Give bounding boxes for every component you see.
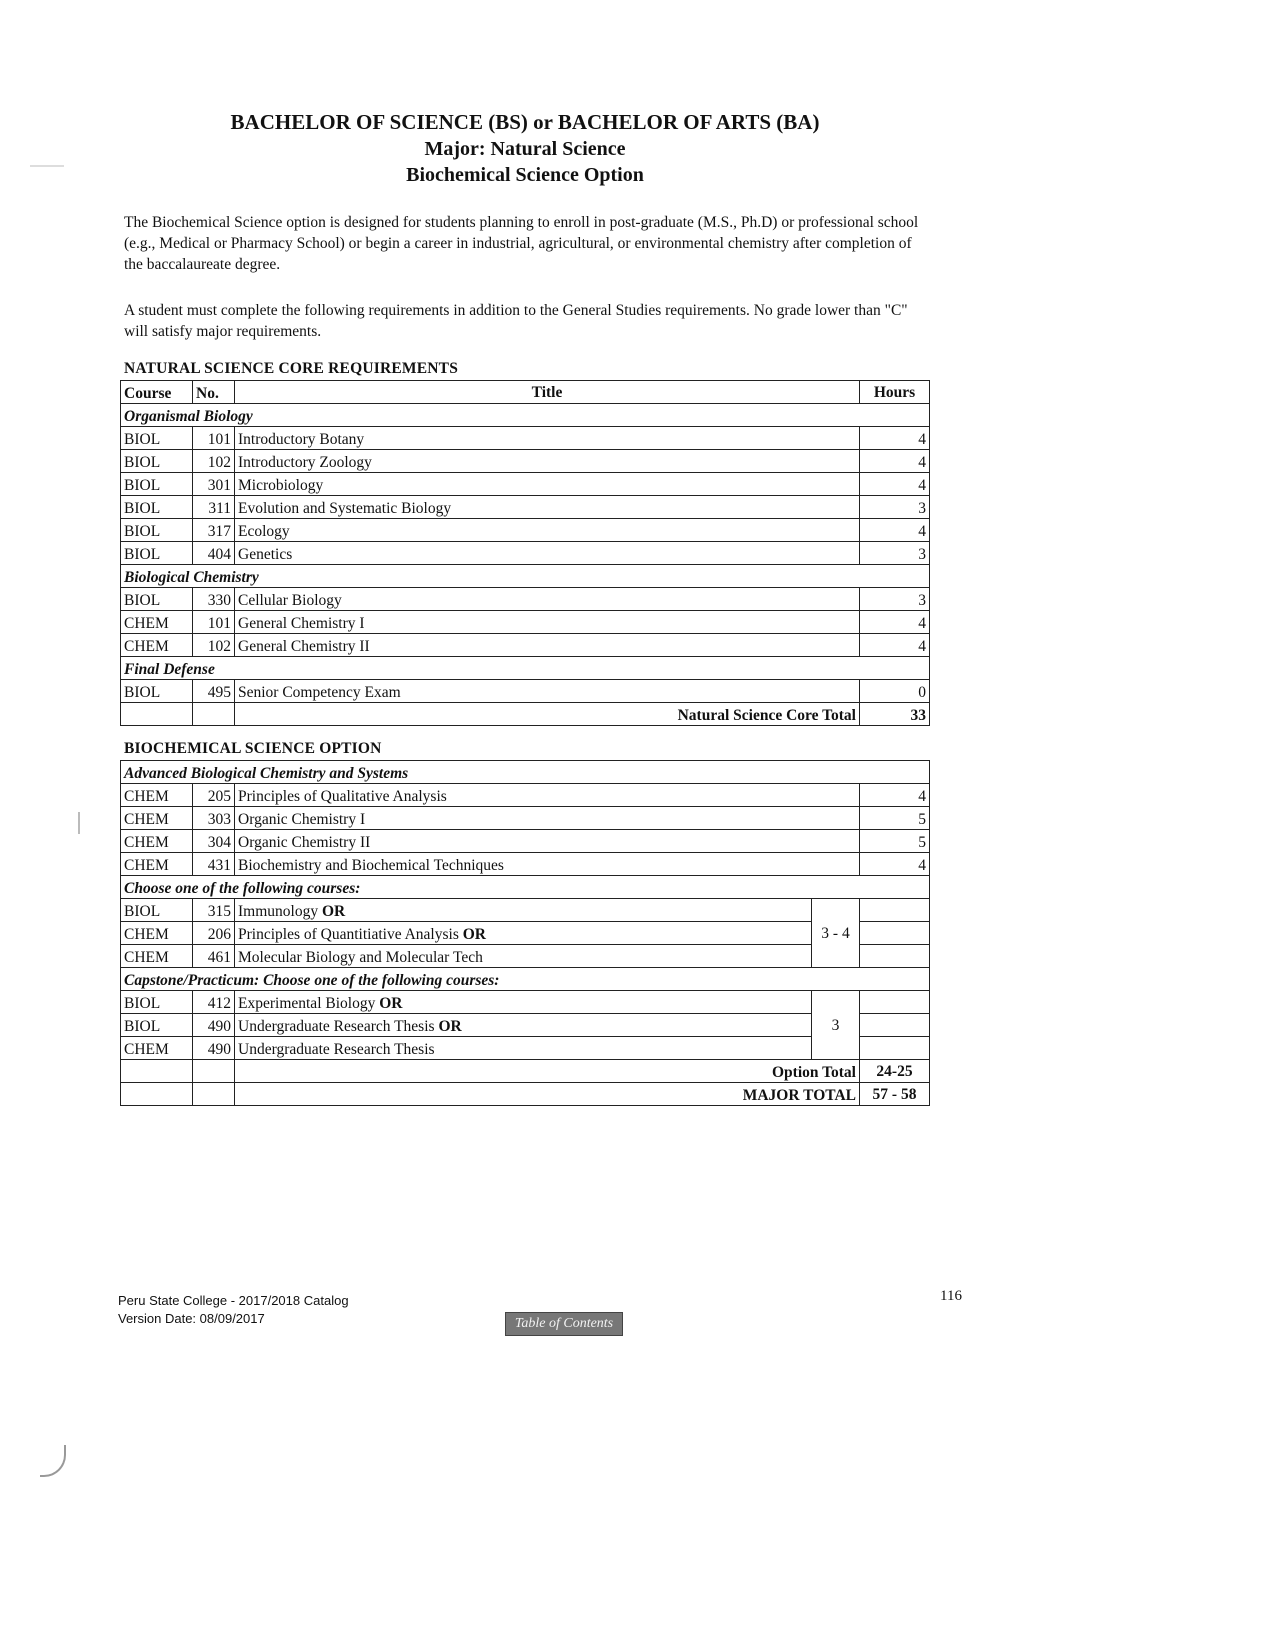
course-title: Molecular Biology and Molecular Tech [235, 945, 812, 968]
course-title: Senior Competency Exam [235, 680, 860, 703]
course-number: 206 [193, 922, 235, 945]
course-hours: 3 [860, 542, 930, 565]
scan-mark [78, 812, 80, 834]
course-title [235, 899, 812, 922]
table-row [121, 784, 930, 807]
table-row [121, 588, 930, 611]
group-label: Biological Chemistry [121, 565, 930, 588]
course-number: 404 [193, 542, 235, 565]
requirements-paragraph: A student must complete the following requirements in addition to the General Studies requirements. No grade lower than "C" will satisfy major requirements. [124, 302, 908, 340]
course-code: BIOL [121, 588, 193, 611]
table-row [121, 473, 930, 496]
table-row [121, 427, 930, 450]
empty-cell [193, 1060, 235, 1083]
major-total-label: MAJOR TOTAL [235, 1083, 860, 1106]
table-of-contents-button[interactable]: Table of Contents [505, 1312, 623, 1336]
course-number: 431 [193, 853, 235, 876]
table-row [121, 991, 930, 1014]
version-date: Version Date: 08/09/2017 [118, 1311, 265, 1326]
course-title: Organic Chemistry II [235, 830, 860, 853]
course-code: BIOL [121, 991, 193, 1014]
group-label: Capstone/Practicum: Choose one of the following courses: [121, 968, 930, 991]
col-hours: Hours [860, 381, 930, 404]
course-number: 304 [193, 830, 235, 853]
option-requirements-table [120, 760, 930, 1106]
course-code: BIOL [121, 496, 193, 519]
scan-mark [30, 165, 64, 167]
course-title-text: Principles of Quantitiative Analysis [238, 926, 459, 943]
course-code: BIOL [121, 519, 193, 542]
course-code: BIOL [121, 473, 193, 496]
course-title-text: Undergraduate Research Thesis [238, 1018, 435, 1035]
course-number: 102 [193, 634, 235, 657]
course-code: CHEM [121, 922, 193, 945]
course-title: Cellular Biology [235, 588, 860, 611]
core-total-value: 33 [860, 703, 930, 726]
scan-mark [40, 1445, 66, 1477]
course-number: 412 [193, 991, 235, 1014]
core-requirements-table [120, 380, 930, 726]
course-code: CHEM [121, 784, 193, 807]
page-number: 116 [940, 1288, 962, 1304]
group-row [121, 404, 930, 427]
table-row [121, 830, 930, 853]
table-row [121, 542, 930, 565]
table-row [121, 899, 930, 922]
course-code: CHEM [121, 830, 193, 853]
course-number: 303 [193, 807, 235, 830]
course-number: 102 [193, 450, 235, 473]
or-keyword: OR [462, 926, 486, 943]
major-total-row [121, 1083, 930, 1106]
table-row [121, 922, 930, 945]
course-number: 101 [193, 427, 235, 450]
course-number: 205 [193, 784, 235, 807]
title-block [120, 108, 930, 188]
course-title: Microbiology [235, 473, 860, 496]
course-number: 461 [193, 945, 235, 968]
option-total-label: Option Total [235, 1060, 860, 1083]
course-hours: 4 [860, 634, 930, 657]
course-number: 101 [193, 611, 235, 634]
intro-paragraph: The Biochemical Science option is designed for students planning to enroll in post-graduate (M.S., Ph.D) or professional school (e.g., Medical or Pharmacy School) or begin a career in industrial, agricultural, or environmental chemistry after completion of the baccalaureate degree. [124, 214, 919, 273]
course-hours: 3 [860, 496, 930, 519]
course-code: CHEM [121, 1037, 193, 1060]
course-title [235, 991, 812, 1014]
course-title-text: Immunology [238, 903, 319, 920]
course-code: CHEM [121, 853, 193, 876]
course-title: General Chemistry I [235, 611, 860, 634]
course-title: Introductory Zoology [235, 450, 860, 473]
group-row [121, 761, 930, 784]
course-title-text: Experimental Biology [238, 995, 376, 1012]
course-number: 495 [193, 680, 235, 703]
course-hours: 4 [860, 450, 930, 473]
group-row [121, 876, 930, 899]
course-number: 301 [193, 473, 235, 496]
group-row [121, 968, 930, 991]
credit-range: 3 [812, 991, 860, 1060]
major-title: Major: Natural Science [424, 138, 626, 160]
course-title: Principles of Qualitative Analysis [235, 784, 860, 807]
course-number: 490 [193, 1037, 235, 1060]
course-number: 311 [193, 496, 235, 519]
empty-cell [860, 1014, 930, 1037]
empty-cell [860, 1037, 930, 1060]
course-number: 490 [193, 1014, 235, 1037]
or-keyword: OR [321, 903, 346, 920]
course-title: Introductory Botany [235, 427, 860, 450]
table-row [121, 945, 930, 968]
empty-cell [121, 1060, 193, 1083]
option-title: Biochemical Science Option [406, 164, 644, 186]
course-title: General Chemistry II [235, 634, 860, 657]
course-code: BIOL [121, 427, 193, 450]
course-title: Evolution and Systematic Biology [235, 496, 860, 519]
course-hours: 4 [860, 519, 930, 542]
col-course: Course [121, 381, 193, 404]
course-code: BIOL [121, 450, 193, 473]
option-total-value: 24-25 [860, 1060, 930, 1083]
group-label: Final Defense [121, 657, 930, 680]
table-row [121, 680, 930, 703]
table-row [121, 634, 930, 657]
course-title: Undergraduate Research Thesis [235, 1037, 812, 1060]
table-header-row [121, 381, 930, 404]
group-label: Advanced Biological Chemistry and Systems [121, 761, 930, 784]
or-keyword: OR [379, 995, 403, 1012]
option-total-row [121, 1060, 930, 1083]
course-code: CHEM [121, 634, 193, 657]
course-title: Genetics [235, 542, 860, 565]
group-row [121, 565, 930, 588]
empty-cell [860, 922, 930, 945]
empty-cell [860, 945, 930, 968]
table-row [121, 450, 930, 473]
course-title: Ecology [235, 519, 860, 542]
course-hours: 3 [860, 588, 930, 611]
course-hours: 5 [860, 807, 930, 830]
course-title: Biochemistry and Biochemical Techniques [235, 853, 860, 876]
course-hours: 4 [860, 611, 930, 634]
course-title [235, 1014, 812, 1037]
course-code: CHEM [121, 807, 193, 830]
table-row [121, 611, 930, 634]
empty-cell [121, 1083, 193, 1106]
group-label: Choose one of the following courses: [121, 876, 930, 899]
course-code: BIOL [121, 680, 193, 703]
empty-cell [121, 703, 193, 726]
empty-cell [860, 899, 930, 922]
catalog-name: Peru State College - 2017/2018 Catalog [118, 1293, 349, 1308]
table-row [121, 496, 930, 519]
core-total-label: Natural Science Core Total [235, 703, 860, 726]
footer [118, 1292, 349, 1328]
credit-range: 3 - 4 [812, 899, 860, 968]
group-label: Organismal Biology [121, 404, 930, 427]
course-hours: 4 [860, 784, 930, 807]
course-title [235, 922, 812, 945]
table-row [121, 807, 930, 830]
course-hours: 0 [860, 680, 930, 703]
major-total-value: 57 - 58 [860, 1083, 930, 1106]
course-code: BIOL [121, 542, 193, 565]
group-row [121, 657, 930, 680]
course-number: 330 [193, 588, 235, 611]
or-keyword: OR [438, 1018, 462, 1035]
course-number: 317 [193, 519, 235, 542]
course-code: CHEM [121, 611, 193, 634]
core-heading: NATURAL SCIENCE CORE REQUIREMENTS [124, 360, 459, 377]
col-no: No. [193, 381, 235, 404]
empty-cell [860, 991, 930, 1014]
course-hours: 4 [860, 853, 930, 876]
course-code: BIOL [121, 899, 193, 922]
table-row [121, 519, 930, 542]
table-row [121, 1037, 930, 1060]
table-row [121, 853, 930, 876]
option-heading: BIOCHEMICAL SCIENCE OPTION [124, 740, 382, 757]
course-hours: 4 [860, 427, 930, 450]
course-hours: 5 [860, 830, 930, 853]
degree-title: BACHELOR OF SCIENCE (BS) or BACHELOR OF ARTS (BA) [230, 110, 820, 134]
course-hours: 4 [860, 473, 930, 496]
col-title: Title [235, 381, 860, 404]
empty-cell [193, 703, 235, 726]
course-code: CHEM [121, 945, 193, 968]
course-code: BIOL [121, 1014, 193, 1037]
empty-cell [193, 1083, 235, 1106]
table-row [121, 1014, 930, 1037]
course-number: 315 [193, 899, 235, 922]
course-title: Organic Chemistry I [235, 807, 860, 830]
core-total-row [121, 703, 930, 726]
